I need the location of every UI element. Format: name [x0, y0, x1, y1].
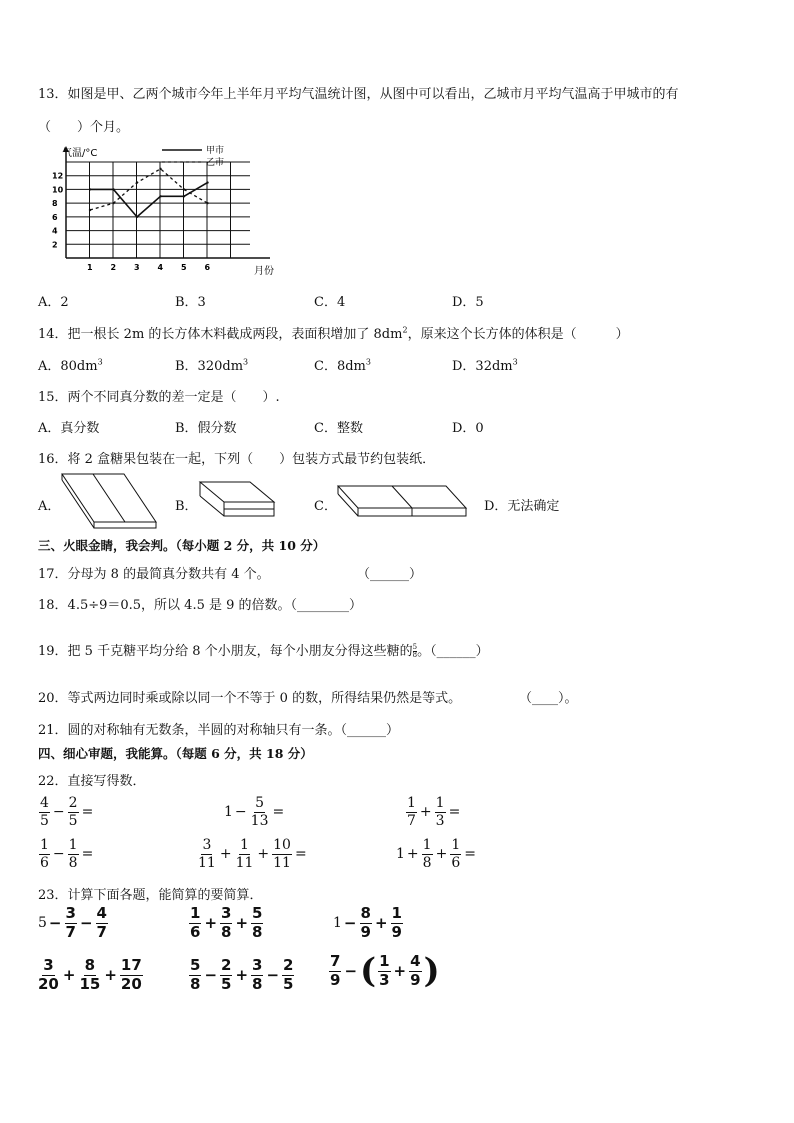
q23-text: 23．计算下面各题，能简算的要简算． — [38, 888, 263, 903]
q23-expr-4: $\frac{3}{20}$ + $\frac{8}{15}$ + $\frac{17}{20}$ — [38, 956, 142, 993]
q14-option-d[interactable]: D．$32dm^3$ — [452, 357, 518, 374]
q21-text: 21．圆的对称轴有无数条，半圆的对称轴只有一条。（______） — [38, 723, 400, 738]
q23-expr-5: $\frac{5}{8}$ − $\frac{2}{5}$ + $\frac{3}{8}$ − $\frac{2}{5}$ — [190, 956, 294, 993]
y-tick-label: 12 — [52, 171, 64, 181]
x-tick-label: 1 — [87, 263, 93, 272]
q15-option-d[interactable]: D．0 — [452, 421, 484, 436]
y-tick-label: 10 — [52, 185, 64, 195]
q22-expr-2: 1 − $\frac{5}{13}$ = — [224, 795, 285, 829]
series-1-point — [183, 195, 185, 197]
series-line-1 — [90, 183, 208, 217]
q23-expr-3: 1 − $\frac{8}{9}$ + $\frac{1}{9}$ — [333, 904, 402, 941]
series-2-point — [112, 202, 114, 204]
q15-option-b[interactable]: B．假分数 — [175, 421, 237, 436]
q13-option-a[interactable]: A．2 — [38, 295, 69, 310]
series-2-point — [159, 168, 161, 170]
q15-text: 15．两个不同真分数的差一定是（ ）. — [38, 390, 280, 405]
series-2-point — [206, 202, 208, 204]
q13-answer-line: （ ）个月。 — [38, 120, 130, 135]
x-tick-label: 2 — [110, 263, 117, 272]
box-arrangement-a-image — [60, 472, 160, 530]
x-axis-label: 月份 — [254, 266, 274, 277]
q22-expr-1: $\frac{4}{5}$ − $\frac{2}{5}$ = — [40, 795, 94, 829]
q16-option-d[interactable]: D．无法确定 — [484, 499, 560, 514]
legend-series-2: 乙市 — [206, 158, 225, 168]
q23-expr-6: $\frac{7}{9}$ − ( $\frac{1}{3}$ + $\frac{4}{9}$ ) — [330, 951, 440, 992]
q16-option-a[interactable]: A． — [38, 499, 61, 514]
box-arrangement-b-image — [198, 480, 278, 520]
temperature-line-chart — [44, 140, 304, 280]
y-axis-label: 气温/°C — [62, 148, 98, 159]
series-1-point — [136, 216, 138, 218]
q16-option-b[interactable]: B． — [175, 499, 198, 514]
y-tick-label: 2 — [52, 240, 58, 250]
y-tick-label: 4 — [52, 226, 58, 236]
chart-axes — [63, 146, 270, 258]
q13-option-d[interactable]: D．5 — [452, 295, 484, 310]
y-tick-label: 8 — [52, 199, 58, 209]
x-tick-label: 5 — [181, 263, 187, 272]
q14-option-b[interactable]: B．$320dm^3$ — [175, 357, 249, 374]
q20-text: 20．等式两边同时乘或除以同一个不等于 0 的数，所得结果仍然是等式。 — [38, 691, 462, 706]
q13-text: 13．如图是甲、乙两个城市今年上半年月平均气温统计图，从图中可以看出，乙城市月平均气温高于甲城市的有 — [38, 87, 679, 102]
q20-answer-blank[interactable]: （____）。 — [519, 691, 578, 706]
q23-expr-1: 5 − $\frac{3}{7}$ − $\frac{4}{7}$ — [38, 904, 107, 941]
q22-text: 22．直接写得数． — [38, 774, 146, 789]
x-tick-label: 4 — [157, 263, 164, 272]
q22-expr-4: $\frac{1}{6}$ − $\frac{1}{8}$ = — [40, 837, 94, 871]
q15-option-a[interactable]: A．真分数 — [38, 421, 100, 436]
section-4-heading: 四、细心审题，我能算。（每题 6 分，共 18 分） — [38, 746, 313, 761]
q14-option-c[interactable]: C．$8dm^3$ — [314, 357, 371, 374]
legend-series-1: 甲市 — [206, 146, 225, 156]
q13-option-c[interactable]: C．4 — [314, 295, 346, 310]
q15-option-c[interactable]: C．整数 — [314, 421, 363, 436]
q22-expr-6: 1 + $\frac{1}{8}$ + $\frac{1}{6}$ = — [396, 837, 476, 871]
box-arrangement-c-image — [336, 484, 470, 520]
q22-expr-3: $\frac{1}{7}$ + $\frac{1}{3}$ = — [407, 795, 461, 829]
chart-grid — [66, 162, 250, 258]
series-2-point — [136, 181, 138, 183]
chart-legend — [162, 144, 224, 168]
q19-fraction: $\frac{5}{8}$ — [412, 643, 418, 659]
q17-text: 17．分母为 8 的最简真分数共有 4 个。 — [38, 567, 270, 582]
series-1-point — [206, 181, 208, 183]
series-2-point — [89, 209, 91, 211]
q23-expr-2: $\frac{1}{6}$ + $\frac{3}{8}$ + $\frac{5}{8}$ — [190, 904, 263, 941]
q13-option-b[interactable]: B．3 — [175, 295, 206, 310]
x-tick-label: 6 — [204, 263, 211, 272]
y-tick-label: 6 — [52, 212, 58, 222]
series-1-point — [89, 188, 91, 190]
q16-text: 16．将 2 盒糖果包装在一起，下列（ ）包装方式最节约包装纸． — [38, 452, 436, 467]
q14-option-a[interactable]: A．$80dm^3$ — [38, 357, 103, 374]
x-tick-label: 3 — [134, 263, 140, 272]
q17-answer-blank[interactable]: （______） — [357, 567, 423, 582]
series-1-point — [112, 188, 114, 190]
q18-text: 18．4.5÷9＝0.5，所以 4.5 是 9 的倍数。（________） — [38, 598, 363, 613]
q22-expr-5: $\frac{3}{11}$ + $\frac{1}{11}$ + $\frac{10}{11}$ = — [198, 837, 307, 871]
section-3-heading: 三、火眼金睛，我会判。（每小题 2 分，共 10 分） — [38, 538, 326, 553]
q16-option-c[interactable]: C． — [314, 499, 337, 514]
q19-text: 19．把 5 千克糖平均分给 8 个小朋友，每个小朋友分得这些糖的 $\frac{5}{8}$ 。（______） — [38, 643, 489, 659]
q14-text: 14．把一根长 2m 的长方体木料截成两段，表面积增加了 $8dm^2$，原来这个长方体的体积是（ ） — [38, 325, 629, 342]
series-2-point — [183, 188, 185, 190]
series-1-point — [159, 195, 161, 197]
